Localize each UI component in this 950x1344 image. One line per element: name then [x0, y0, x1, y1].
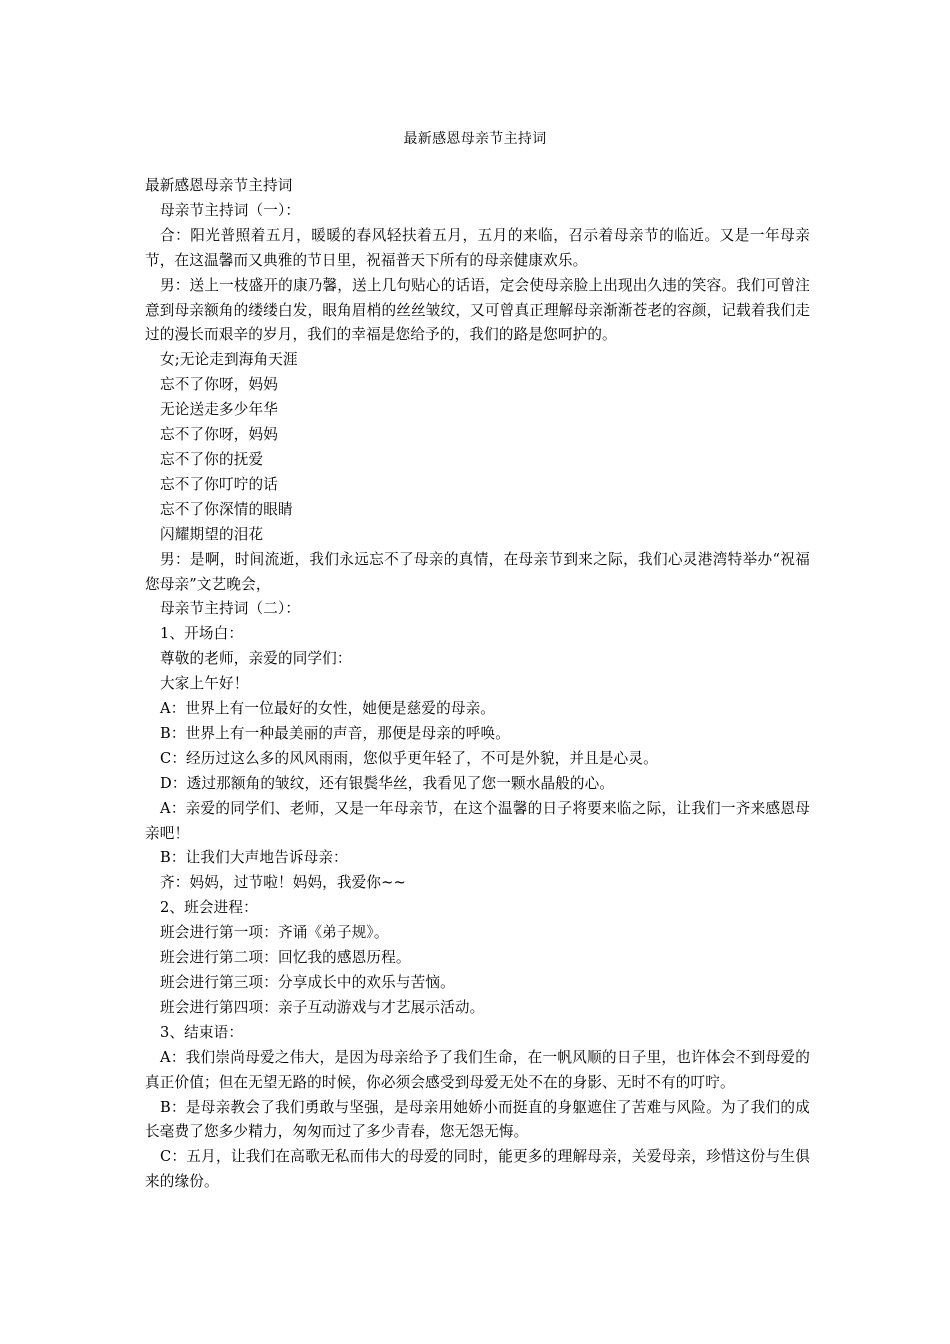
body-paragraph: 2、班会进程： [160, 899, 258, 917]
body-paragraph: 班会进行第四项：亲子互动游戏与才艺展示活动。 [160, 998, 485, 1016]
body-paragraph: A：亲爱的同学们、老师，又是一年母亲节，在这个温馨的日子将要来临之际，让我们一齐来感恩母亲吧！ [145, 799, 810, 842]
body-paragraph: 1、开场白： [160, 625, 244, 643]
body-paragraph: A：世界上有一位最好的女性，她便是慈爱的母亲。 [160, 700, 496, 718]
body-paragraph: 忘不了你叮咛的话 [160, 475, 278, 493]
body-paragraph: B：是母亲教会了我们勇敢与坚强，是母亲用她娇小而挺直的身躯遮住了苦难与风险。为了我们的成长毫费了您多少精力，匆匆而过了多少青春，您无怨无悔。 [145, 1098, 810, 1141]
body-paragraph: 男：送上一枝盛开的康乃馨，送上几句贴心的话语，定会使母亲脸上出现出久违的笑容。我们可曾注意到母亲额角的缕缕白发，眼角眉梢的丝丝皱纹，又可曾真正理解母亲渐渐苍老的容颜，记载着我们走过的漫长而艰辛的岁月，我们的幸福是您给予的，我们的路是您呵护的。 [145, 276, 810, 344]
body-paragraph: A：我们崇尚母爱之伟大，是因为母亲给予了我们生命，在一帆风顺的日子里，也许体会不到母爱的真正价值；但在无望无路的时候，你必须会感受到母爱无处不在的身影、无时不有的叮咛。 [145, 1048, 810, 1091]
body-paragraph: 忘不了你的抚爱 [160, 450, 264, 468]
body-paragraph: 忘不了你呀，妈妈 [160, 376, 278, 394]
body-paragraph: B：让我们大声地告诉母亲： [160, 849, 348, 867]
body-paragraph: B：世界上有一种最美丽的声音，那便是母亲的呼唤。 [160, 724, 510, 742]
body-paragraph: C：经历过这么多的风风雨雨，您似乎更年轻了，不可是外貌，并且是心灵。 [160, 749, 658, 767]
document-body [145, 174, 810, 1195]
body-paragraph: 忘不了你呀，妈妈 [160, 426, 278, 444]
body-paragraph: 忘不了你深情的眼睛 [160, 500, 293, 518]
body-paragraph: 最新感恩母亲节主持词 [145, 177, 293, 194]
document-title: 最新感恩母亲节主持词 [403, 131, 547, 147]
body-paragraph: C：五月，让我们在高歌无私而伟大的母爱的同时，能更多的理解母亲，关爱母亲，珍惜这份与生俱来的缘份。 [145, 1148, 810, 1191]
body-paragraph: 母亲节主持词（一）： [160, 201, 301, 219]
body-paragraph: 尊敬的老师，亲爱的同学们： [160, 650, 352, 668]
body-paragraph: 无论送走多少年华 [160, 401, 278, 419]
body-paragraph: 3、结束语： [160, 1023, 244, 1041]
body-paragraph: 男：是啊，时间流逝，我们永远忘不了母亲的真情，在母亲节到来之际，我们心灵港湾特举办“祝福您母亲”文艺晚会， [145, 550, 810, 593]
body-paragraph: 闪耀期望的泪花 [160, 525, 264, 543]
body-paragraph: 班会进行第三项：分享成长中的欢乐与苦恼。 [160, 974, 455, 991]
body-paragraph: 女;无论走到海角天涯 [160, 351, 298, 369]
body-paragraph: 合：阳光普照着五月，暖暖的春风轻扶着五月，五月的来临，召示着母亲节的临近。又是一年母亲节，在这温馨而又典雅的节日里，祝福普天下所有的母亲健康欢乐。 [145, 226, 810, 269]
body-paragraph: D：透过那额角的皱纹，还有银鬓华丝，我看见了您一颗水晶般的心。 [160, 774, 615, 792]
body-paragraph: 齐：妈妈，过节啦！妈妈，我爱你~~ [160, 874, 406, 892]
body-paragraph: 母亲节主持词（二）： [160, 600, 301, 618]
body-paragraph: 班会进行第二项：回忆我的感恩历程。 [160, 949, 411, 967]
body-paragraph: 班会进行第一项：齐诵《弟子规》。 [160, 924, 389, 942]
body-paragraph: 大家上午好！ [160, 675, 249, 693]
